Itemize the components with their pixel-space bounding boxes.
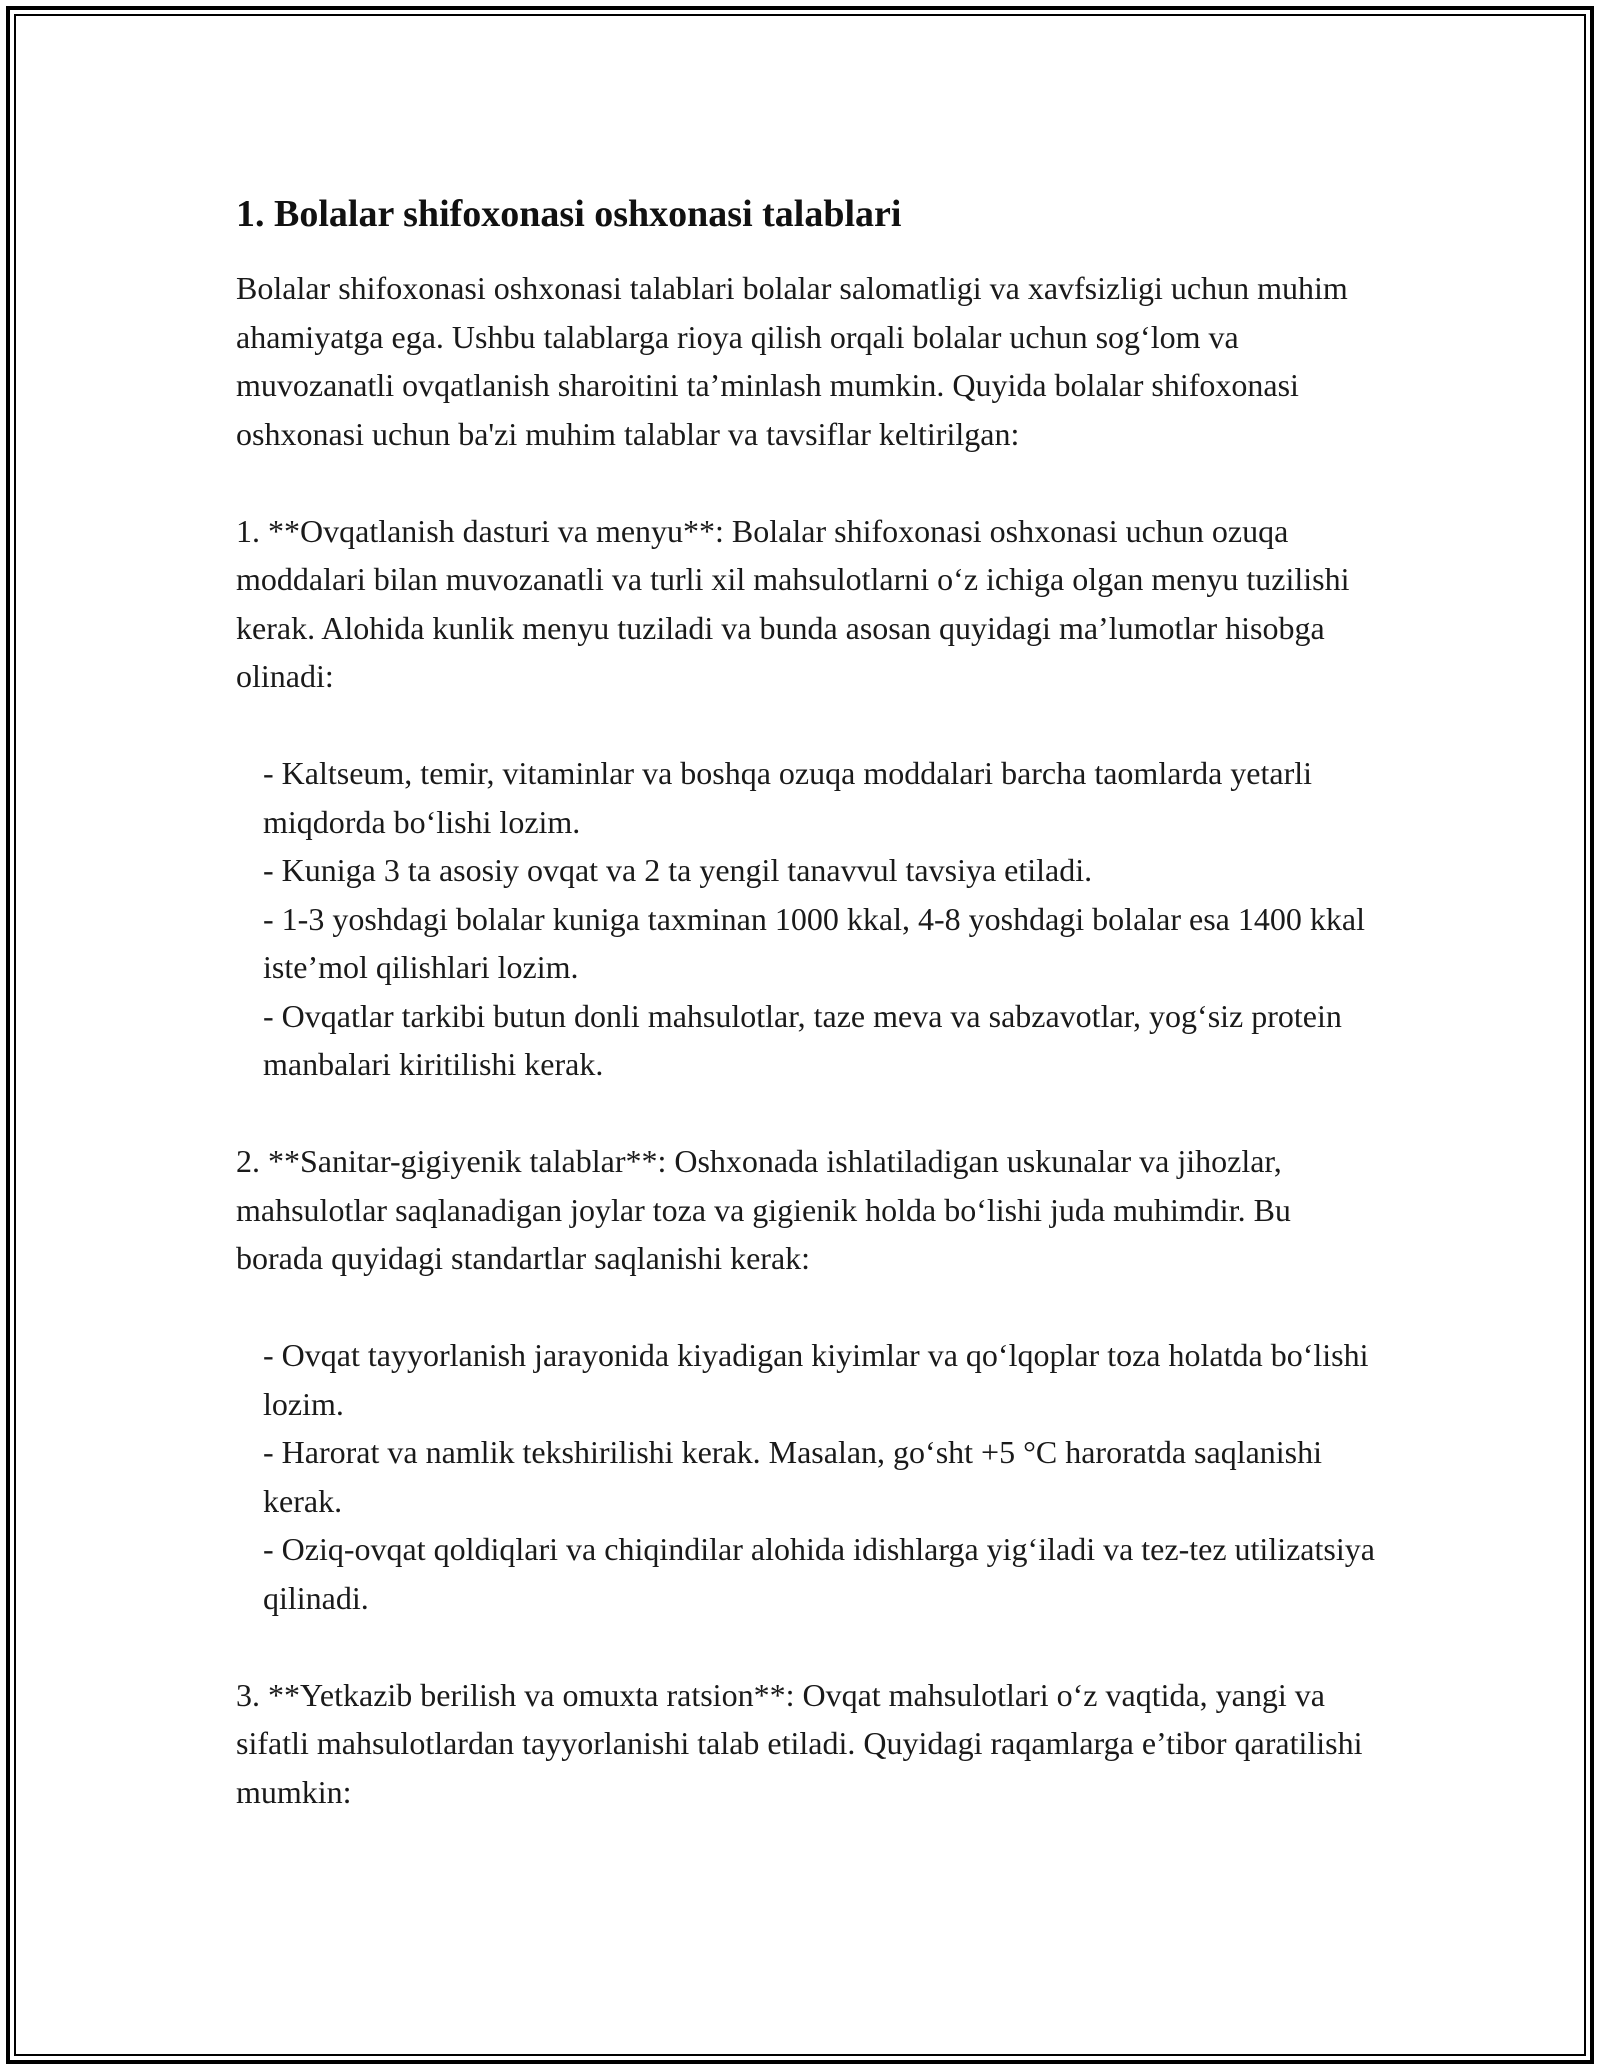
section-1-paragraph: 1. **Ovqatlanish dasturi va menyu**: Bolalar shifoxonasi oshxonasi uchun ozuqa moddalari bilan muvozanatli va turli xil mahsulotlarni o‘z ichiga olgan menyu tuzilishi kerak. Alohida kunlik menyu tuziladi va bunda asosan quyidagi ma’lumotlar hisobga olinadi: bbox=[236, 512, 1358, 694]
section-2-bullet: - Oziq-ovqat qoldiqlari va chiqindilar alohida idishlarga yig‘iladi va tez-tez utilizatsiya qilinadi. bbox=[263, 1531, 1383, 1616]
section-3-paragraph: 3. **Yetkazib berilish va omuxta ratsion**: Ovqat mahsulotlari o‘z vaqtida, yangi va sifatli mahsulotlardan tayyorlanishi talab etiladi. Quyidagi raqamlarga e’tibor qaratilishi mumkin: bbox=[236, 1676, 1371, 1810]
section-2-bullet: - Harorat va namlik tekshirilishi kerak. Masalan, go‘sht +5 °C haroratda saqlanishi kerak. bbox=[263, 1434, 1331, 1519]
section-1-bullet: - Kaltseum, temir, vitaminlar va boshqa ozuqa moddalari barcha taomlarda yetarli miqdorda bo‘lishi lozim. bbox=[263, 755, 1320, 840]
section-1-bullet: - 1-3 yoshdagi bolalar kuniga taxminan 1000 kkal, 4-8 yoshdagi bolalar esa 1400 kkal iste’mol qilishlari lozim. bbox=[263, 900, 1373, 985]
document-body bbox=[236, 186, 1383, 1816]
intro-paragraph: Bolalar shifoxonasi oshxonasi talablari bolalar salomatligi va xavfsizligi uchun muhim ahamiyatga ega. Ushbu talablarga rioya qilish orqali bolalar uchun sog‘lom va muvozanatli ovqatlanish sharoitini ta’minlash mumkin. Quyida bolalar shifoxonasi oshxonasi uchun ba'zi muhim talablar va tavsiflar keltirilgan: bbox=[236, 270, 1356, 452]
spacer bbox=[236, 1622, 1376, 1671]
spacer bbox=[236, 701, 1376, 750]
section-2-bullet: - Ovqat tayyorlanish jarayonida kiyadigan kiyimlar va qo‘lqoplar toza holatda bo‘lishi lozim. bbox=[263, 1337, 1377, 1422]
section-1-bullet: - Kuniga 3 ta asosiy ovqat va 2 ta yengil tanavvul tavsiya etiladi. bbox=[263, 852, 1093, 888]
spacer bbox=[236, 458, 1376, 507]
document-title: 1. Bolalar shifoxonasi oshxonasi talablari bbox=[236, 193, 902, 235]
section-2-paragraph: 2. **Sanitar-gigiyenik talablar**: Oshxonada ishlatiladigan uskunalar va jihozlar, mahsulotlar saqlanadigan joylar toza va gigienik holda bo‘lishi juda muhimdir. Bu borada quyidagi standartlar saqlanishi kerak: bbox=[236, 1143, 1299, 1276]
spacer bbox=[236, 1283, 1376, 1332]
section-1-bullet: - Ovqatlar tarkibi butun donli mahsulotlar, taze meva va sabzavotlar, yog‘siz protein manbalari kiritilishi kerak. bbox=[263, 997, 1350, 1082]
spacer bbox=[236, 1089, 1376, 1138]
